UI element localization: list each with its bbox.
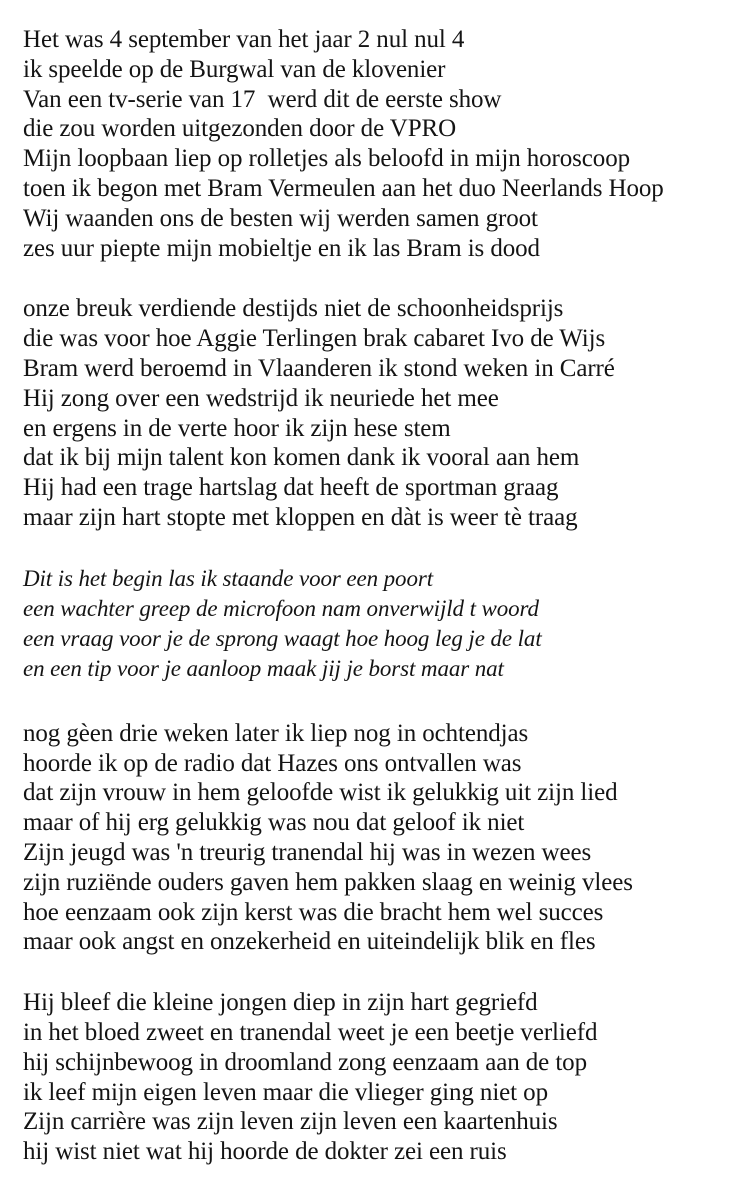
poem-line: dat zijn vrouw in hem geloofde wist ik gelukkig uit zijn lied bbox=[23, 779, 618, 807]
poem-line: die was voor hoe Aggie Terlingen brak cabaret Ivo de Wijs bbox=[23, 325, 606, 353]
poem-line: onze breuk verdiende destijds niet de schoonheidsprijs bbox=[23, 295, 564, 323]
poem-line: ik leef mijn eigen leven maar die vlieger ging niet op bbox=[23, 1078, 548, 1106]
poem-line: nog gèen drie weken later ik liep nog in ochtendjas bbox=[23, 719, 529, 747]
stanza-2 bbox=[23, 294, 742, 532]
poem-line: maar ook angst en onzekerheid en uiteindelijk blik en fles bbox=[23, 928, 596, 956]
poem-line: Zijn carrière was zijn leven zijn leven een kaartenhuis bbox=[23, 1108, 558, 1136]
poem-line: toen ik begon met Bram Vermeulen aan het duo Neerlands Hoop bbox=[23, 174, 664, 202]
poem-line: Bram werd beroemd in Vlaanderen ik stond weken in Carré bbox=[23, 354, 615, 382]
poem-line: maar of hij erg gelukkig was nou dat geloof ik niet bbox=[23, 809, 525, 837]
poem-line: een vraag voor je de sprong waagt hoe hoog leg je de lat bbox=[23, 625, 542, 651]
stanza-5 bbox=[23, 988, 742, 1167]
poem-line: Hij had een trage hartslag dat heeft de sportman graag bbox=[23, 474, 559, 502]
poem-line: die zou worden uitgezonden door de VPRO bbox=[23, 115, 457, 143]
poem-line: Het was 4 september van het jaar 2 nul nul 4 bbox=[23, 26, 465, 53]
poem-line: maar zijn hart stopte met kloppen en dàt is weer tè traag bbox=[23, 503, 578, 531]
poem-line: zes uur piepte mijn mobieltje en ik las Bram is dood bbox=[23, 234, 540, 262]
poem-line: een wachter greep de microfoon nam onverwijld t woord bbox=[23, 595, 539, 621]
poem-line: Hij bleef die kleine jongen diep in zijn hart gegriefd bbox=[23, 989, 538, 1017]
poem-line: en ergens in de verte hoor ik zijn hese stem bbox=[23, 414, 451, 442]
poem-line: Van een tv-serie van 17 werd dit de eerste show bbox=[23, 85, 502, 113]
poem-line: in het bloed zweet en tranendal weet je een beetje verliefd bbox=[23, 1018, 598, 1046]
poem-line: Mijn loopbaan liep op rolletjes als beloofd in mijn horoscoop bbox=[23, 145, 630, 173]
poem-line: Dit is het begin las ik staande voor een poort bbox=[23, 565, 433, 591]
poem-line: Wij waanden ons de besten wij werden samen groot bbox=[23, 204, 538, 232]
stanza-1 bbox=[23, 25, 742, 263]
poem-line: Hij zong over een wedstrijd ik neuriede het mee bbox=[23, 384, 499, 412]
poem-line: dat ik bij mijn talent kon komen dank ik vooral aan hem bbox=[23, 444, 580, 472]
poem-line: ik speelde op de Burgwal van de klovenier bbox=[23, 55, 446, 83]
poem-line: hoorde ik op de radio dat Hazes ons ontvallen was bbox=[23, 749, 522, 777]
poem-line: Zijn jeugd was 'n treurig tranendal hij was in wezen wees bbox=[23, 838, 592, 866]
stanza-3 bbox=[23, 564, 742, 684]
poem-line: hoe eenzaam ook zijn kerst was die bracht hem wel succes bbox=[23, 898, 604, 926]
stanza-4 bbox=[23, 719, 742, 957]
poem-line: hij wist niet wat hij hoorde de dokter zei een ruis bbox=[23, 1138, 507, 1166]
poem-line: hij schijnbewoog in droomland zong eenzaam aan de top bbox=[23, 1048, 587, 1076]
poem-line: zijn ruziënde ouders gaven hem pakken slaag en weinig vlees bbox=[23, 868, 633, 896]
poem-line: en een tip voor je aanloop maak jij je borst maar nat bbox=[23, 655, 504, 681]
